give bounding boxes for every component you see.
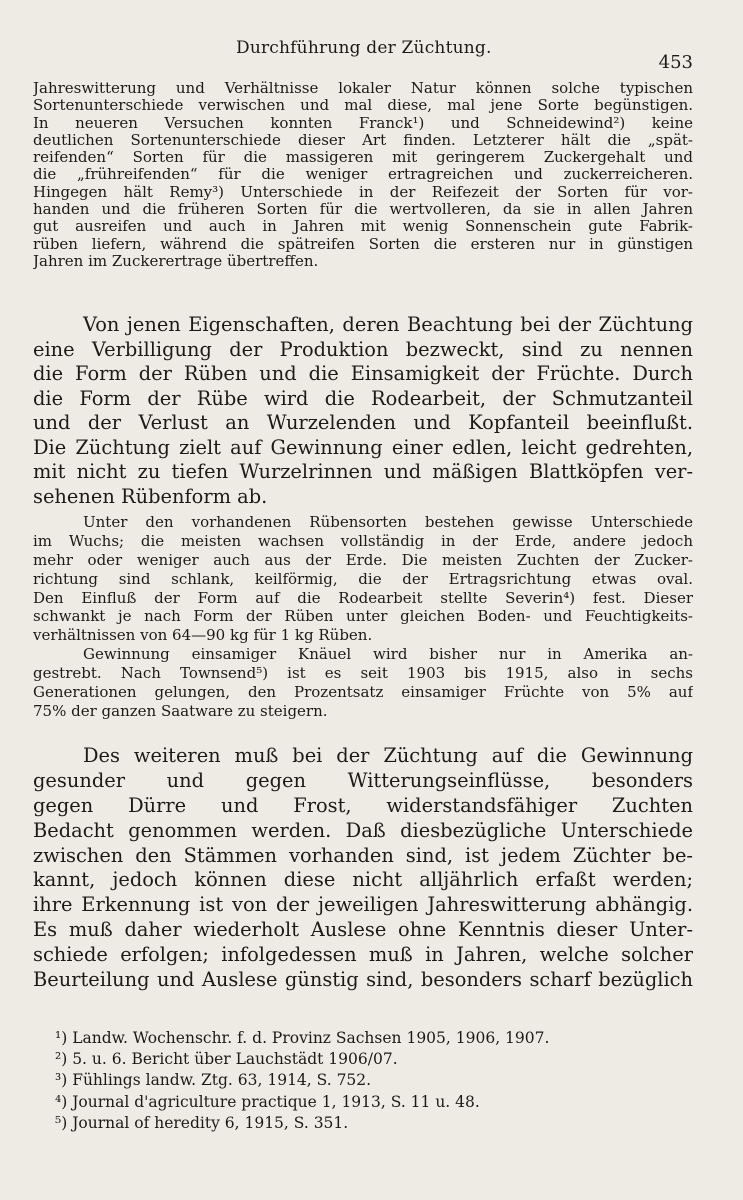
text-line: verhältnissen von 64—90 kg für 1 kg Rüben. bbox=[33, 626, 373, 645]
text-line: Von jenen Eigenschaften, deren Beachtung bei der Züchtung bbox=[83, 313, 693, 336]
text-line: Des weiteren muß bei der Züchtung auf die Gewinnung bbox=[83, 744, 693, 767]
text-line: Gewinnung einsamiger Knäuel wird bisher nur in Amerika an- bbox=[83, 645, 693, 664]
footnote: ³) Fühlings landw. Ztg. 63, 1914, S. 752. bbox=[55, 1071, 372, 1090]
running-title: Durchführung der Züchtung. bbox=[236, 38, 492, 58]
text-line: Jahren im Zuckerertrage übertreffen. bbox=[33, 252, 319, 270]
text-line: Hingegen hält Remy³) Unterschiede in der Reifezeit der Sorten für vor- bbox=[33, 183, 693, 201]
text-line: reifenden“ Sorten für die massigeren mit geringerem Zuckergehalt und bbox=[33, 149, 693, 167]
text-line: Die Züchtung zielt auf Gewinnung einer edlen, leicht gedrehten, bbox=[33, 435, 693, 459]
text-line: Unter den vorhandenen Rübensorten bestehen gewisse Unterschiede bbox=[83, 513, 693, 531]
text-line: kannt, jedoch können diese nicht alljährlich erfaßt werden; bbox=[33, 868, 693, 892]
text-line: gegen Dürre und Frost, widerstandsfähiger Zuchten bbox=[33, 793, 693, 817]
text-line: und der Verlust an Wurzelenden und Kopfanteil beeinflußt. bbox=[33, 411, 693, 434]
footnote: ²) 5. u. 6. Bericht über Lauchstädt 1906/07. bbox=[55, 1050, 398, 1069]
text-line: im Wuchs; die meisten wachsen vollständig in der Erde, andere jedoch bbox=[33, 531, 693, 550]
page-number: 453 bbox=[658, 52, 693, 73]
text-line: gestrebt. Nach Townsend⁵) ist es seit 1903 bis 1915, also in sechs bbox=[33, 664, 693, 683]
text-line: Es muß daher wiederholt Auslese ohne Kenntnis dieser Unter- bbox=[33, 918, 693, 942]
footnote: ⁴) Journal d'agriculture practique 1, 1913, S. 11 u. 48. bbox=[55, 1092, 480, 1111]
text-line: gut ausreifen und auch in Jahren mit wenig Sonnenschein gute Fabrik- bbox=[33, 218, 693, 236]
text-line: mehr oder weniger auch aus der Erde. Die meisten Zuchten der Zucker- bbox=[33, 550, 693, 569]
text-line: Sortenunterschiede verwischen und mal diese, mal jene Sorte begünstigen. bbox=[33, 97, 693, 115]
paragraph-root-shape bbox=[33, 513, 693, 721]
paragraph-resistance-breeding bbox=[33, 744, 693, 993]
text-line: 75% der ganzen Saatware zu steigern. bbox=[33, 701, 328, 720]
text-line: Generationen gelungen, den Prozentsatz einsamiger Früchte von 5% auf bbox=[33, 683, 693, 702]
text-line: handen und die früheren Sorten für die wertvolleren, da sie in allen Jahren bbox=[33, 201, 693, 219]
paragraph-production-properties bbox=[33, 313, 693, 509]
page-header bbox=[0, 38, 743, 73]
text-line: die Form der Rübe wird die Rodearbeit, der Schmutzanteil bbox=[33, 386, 693, 410]
text-line: Jahreswitterung und Verhältnisse lokaler Natur können solche typischen bbox=[33, 80, 693, 97]
text-line: eine Verbilligung der Produktion bezweckt, sind zu nennen bbox=[33, 337, 693, 361]
text-line: schwankt je nach Form der Rüben unter gleichen Boden- und Feuchtigkeits- bbox=[33, 607, 693, 626]
footnote: ⁵) Journal of heredity 6, 1915, S. 351. bbox=[55, 1113, 349, 1132]
text-line: rüben liefern, während die spätreifen Sorten die ersteren nur in günstigen bbox=[33, 235, 693, 253]
footnotes bbox=[55, 1028, 655, 1134]
text-line: mit nicht zu tiefen Wurzelrinnen und mäßigen Blattköpfen ver- bbox=[33, 460, 693, 483]
text-line: ihre Erkennung ist von der jeweiligen Jahreswitterung abhängig. bbox=[33, 893, 693, 917]
text-line: Bedacht genommen werden. Daß diesbezügliche Unterschiede bbox=[33, 818, 693, 842]
text-line: die Form der Rüben und die Einsamigkeit der Früchte. Durch bbox=[33, 362, 693, 385]
text-line: deutlichen Sortenunterschiede dieser Art finden. Letzterer hält die „spät- bbox=[33, 131, 693, 149]
text-line: In neueren Versuchen konnten Franck¹) und Schneidewind²) keine bbox=[33, 114, 693, 132]
text-line: schiede erfolgen; infolgedessen muß in Jahren, welche solcher bbox=[33, 943, 693, 967]
text-line: zwischen den Stämmen vorhanden sind, ist jedem Züchter be- bbox=[33, 843, 693, 867]
paragraph-sort-differences bbox=[33, 80, 693, 270]
text-line: Den Einfluß der Form auf die Rodearbeit stellte Severin⁴) fest. Dieser bbox=[33, 588, 693, 607]
text-line: gesunder und gegen Witterungseinflüsse, besonders bbox=[33, 768, 693, 792]
footnote: ¹) Landw. Wochenschr. f. d. Provinz Sachsen 1905, 1906, 1907. bbox=[55, 1029, 550, 1047]
text-line: richtung sind schlank, keilförmig, die der Ertragsrichtung etwas oval. bbox=[33, 569, 693, 588]
text-line: die „frühreifenden“ für die weniger ertragreichen und zuckerreicheren. bbox=[33, 166, 693, 184]
text-line: Beurteilung und Auslese günstig sind, besonders scharf bezüglich bbox=[33, 968, 693, 992]
text-line: sehenen Rübenform ab. bbox=[33, 484, 268, 508]
